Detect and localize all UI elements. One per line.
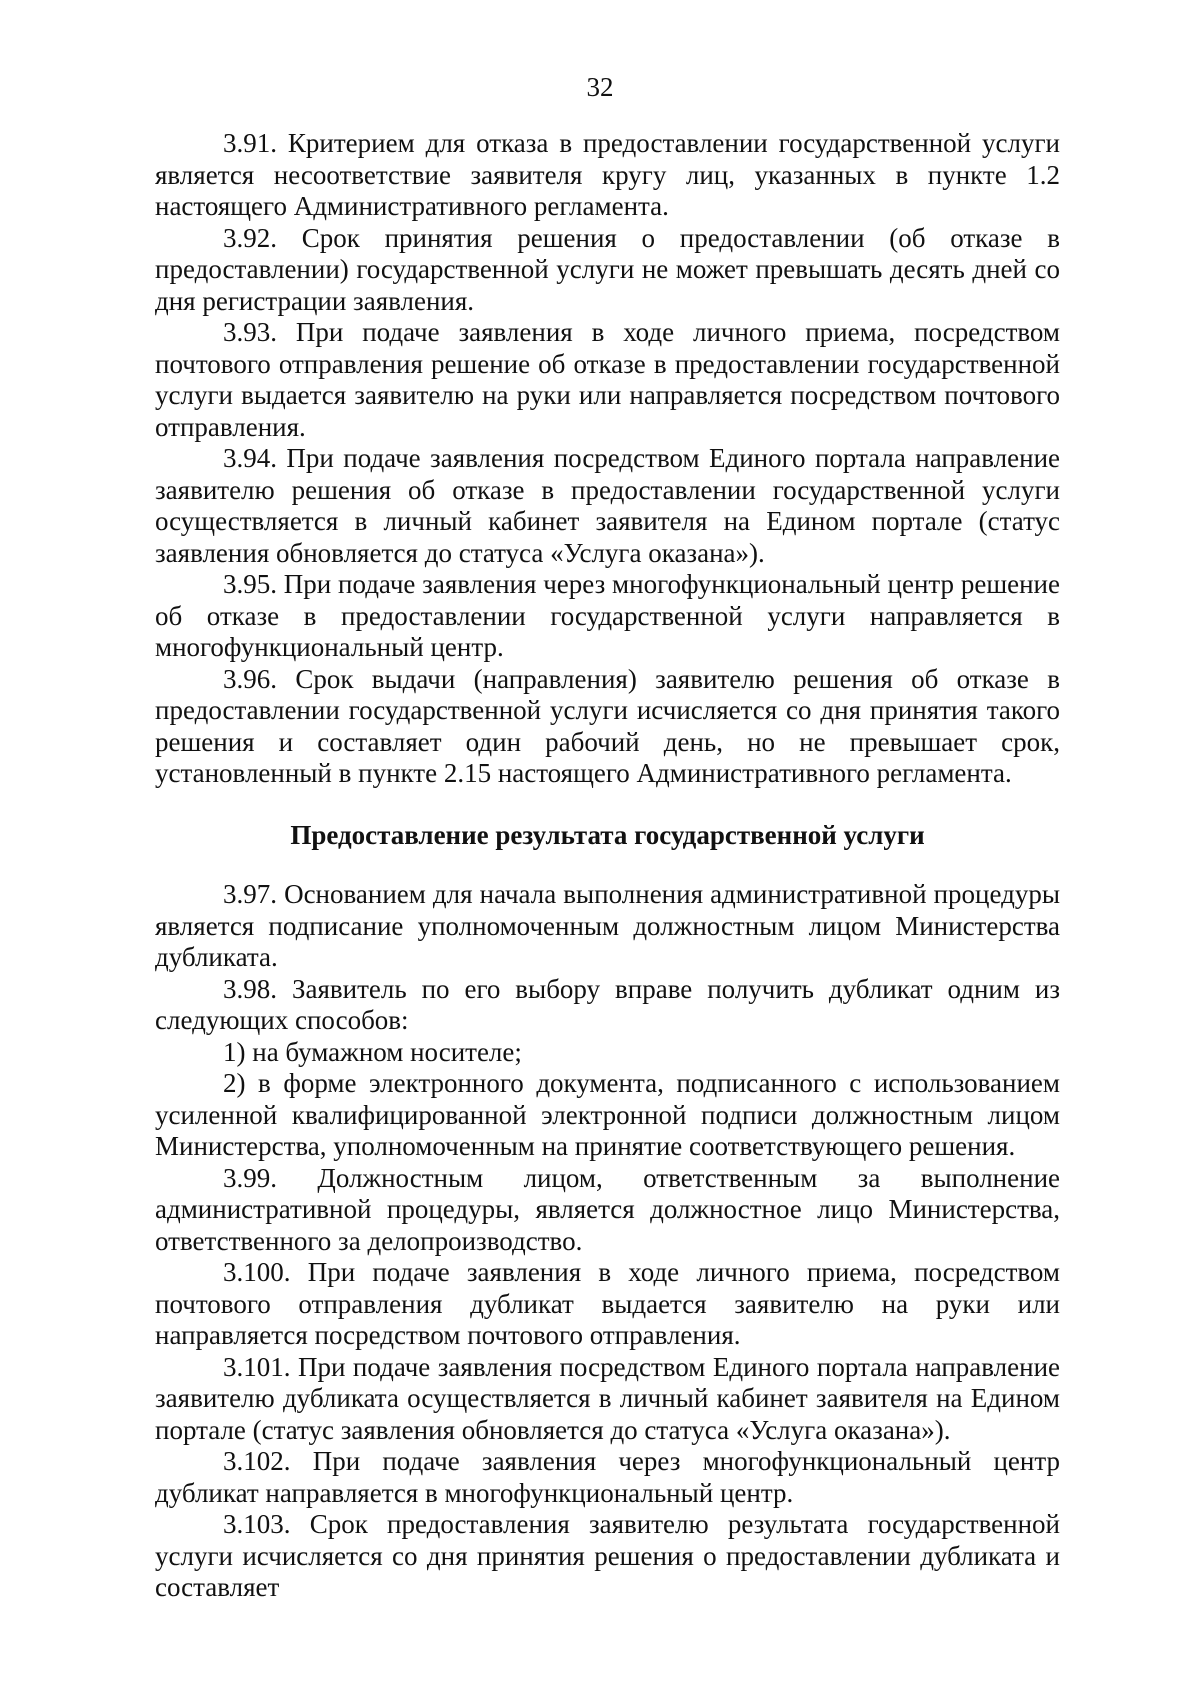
paragraph-3-99: 3.99. Должностным лицом, ответственным за выполнение административной процедуры, является должностное лицо Министерства, ответственного за делопроизводство. xyxy=(155,1162,1060,1256)
paragraph-3-100: 3.100. При подаче заявления в ходе личного приема, посредством почтового отправления дубликат выдается заявителю на руки или направляется посредством почтового отправления. xyxy=(155,1257,1060,1350)
paragraph-3-98: 3.98. Заявитель по его выбору вправе получить дубликат одним из следующих способов: xyxy=(155,973,1060,1035)
paragraph-3-96: 3.96. Срок выдачи (направления) заявителю решения об отказе в предоставлении государственной услуги исчисляется со дня принятия такого решения и составляет один рабочий день, но не превышает срок, установленный в пункте 2.15 настоящего Административного регламента. xyxy=(155,663,1060,788)
paragraph-3-102: 3.102. При подаче заявления через многофункциональный центр дубликат направляется в многофункциональный центр. xyxy=(155,1446,1060,1508)
paragraph-3-97: 3.97. Основанием для начала выполнения административной процедуры является подписание уполномоченным должностным лицом Министерства дубликата. xyxy=(155,879,1060,972)
paragraph-3-101: 3.101. При подаче заявления посредством Единого портала направление заявителю дубликата осуществляется в личный кабинет заявителя на Едином портале (статус заявления обновляется до статуса «Услуга оказана»). xyxy=(155,1351,1060,1445)
paragraph-3-91: 3.91. Критерием для отказа в предоставлении государственной услуги является несоответствие заявителя кругу лиц, указанных в пункте 1.2 настоящего Административного регламента. xyxy=(155,128,1060,221)
page-number: 32 xyxy=(586,72,614,102)
document-body xyxy=(155,128,1060,1604)
paragraph-3-95: 3.95. При подаче заявления через многофункциональный центр решение об отказе в предоставлении государственной услуги направляется в многофункциональный центр. xyxy=(155,569,1060,662)
paragraph-3-103: 3.103. Срок предоставления заявителю результата государственной услуги исчисляется со дня принятия решения о предоставлении дубликата и составляет xyxy=(155,1509,1060,1602)
list-item-2: 2) в форме электронного документа, подписанного с использованием усиленной квалифицированной электронной подписи должностным лицом Министерства, уполномоченным на принятие соответствующего решения. xyxy=(155,1068,1060,1161)
paragraph-3-93: 3.93. При подаче заявления в ходе личного приема, посредством почтового отправления решение об отказе в предоставлении государственной услуги выдается заявителю на руки или направляется посредством почтового отправления. xyxy=(155,317,1060,442)
section-heading: Предоставление результата государственной услуги xyxy=(290,819,925,850)
list-item-1: 1) на бумажном носителе; xyxy=(223,1036,522,1067)
paragraph-3-94: 3.94. При подаче заявления посредством Единого портала направление заявителю решения об отказе в предоставлении государственной услуги осуществляется в личный кабинет заявителя на Едином портале (статус заявления обновляется до статуса «Услуга оказана»). xyxy=(155,443,1060,568)
paragraph-3-92: 3.92. Срок принятия решения о предоставлении (об отказе в предоставлении) государственной услуги не может превышать десять дней со дня регистрации заявления. xyxy=(155,222,1060,316)
